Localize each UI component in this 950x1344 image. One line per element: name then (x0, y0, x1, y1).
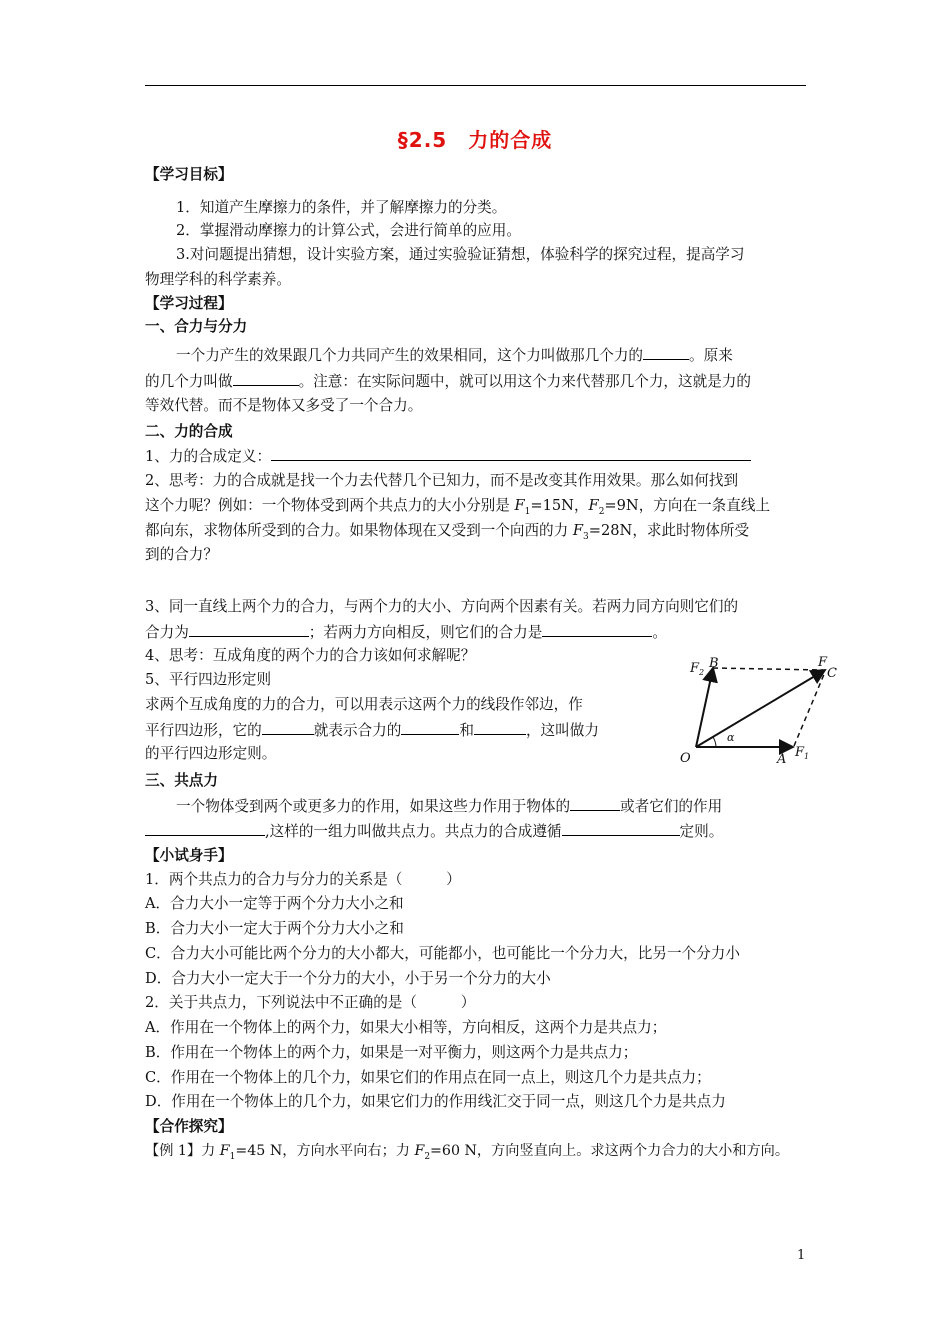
para-3b: ,这样的一组力叫做共点力。共点力的合成遵循 定则。 (145, 821, 723, 842)
label-alpha: α (727, 731, 735, 744)
try-1: 1．两个共点力的合力与分力的关系是（ ） (145, 871, 461, 888)
blank-component[interactable] (233, 371, 299, 386)
section-3-heading: 三、共点力 (145, 772, 218, 789)
question-3b: 合力为 ；若两力方向相反，则它们的合力是 。 (145, 624, 667, 641)
try-2-option-b: B．作用在一个物体上的两个力，如果是一对平衡力，则这两个力是共点力； (145, 1044, 638, 1061)
try-2-option-d: D．作用在一个物体上的几个力，如果它们力的作用线汇交于同一点，则这几个力是共点力 (145, 1093, 726, 1110)
para-1a: 一个力产生的效果跟几个力共同产生的效果相同，这个力叫做那几个力的 。原来 (176, 347, 733, 364)
parallelogram-diagram (676, 650, 846, 770)
blank-rule[interactable] (562, 821, 680, 836)
page-number: 1 (797, 1248, 806, 1263)
label-f1: $F_1$ (795, 745, 810, 761)
label-c: C (827, 666, 837, 681)
para-3a: 一个物体受到两个或更多力的作用，如果这些力作用于物体的 或者它们的作用 (176, 798, 723, 815)
dashed-top-side (713, 668, 823, 670)
section-2-heading: 二、力的合成 (145, 423, 233, 440)
header-rule (145, 85, 806, 86)
label-f: F (818, 655, 828, 670)
angle-arc (713, 737, 716, 747)
blank-direction[interactable] (474, 720, 526, 735)
blank-same-point[interactable] (570, 796, 620, 811)
question-5: 5、平行四边形定则 (145, 671, 272, 688)
try-2: 2．关于共点力，下列说法中不正确的是（ ） (145, 994, 476, 1011)
blank-diagonal[interactable] (262, 720, 314, 735)
goal-2: 2．掌握滑动摩擦力的计算公式，会进行简单的应用。 (176, 222, 521, 239)
blank-lines-meet[interactable] (145, 821, 265, 836)
try-1-option-d: D．合力大小一定大于一个分力的大小，小于另一个分力的大小 (145, 970, 551, 987)
try-1-option-b: B．合力大小一定大于两个分力大小之和 (145, 920, 404, 937)
goal-3a: 3.对问题提出猜想，设计实验方案，通过实验验证猜想，体验科学的探究过程，提高学习 (176, 246, 745, 263)
heading-try: 【小试身手】 (145, 847, 233, 864)
para-1c: 等效代替。而不是物体又多受了一个合力。 (145, 397, 423, 414)
question-5a: 求两个互成角度的力的合力，可以用表示这两个力的线段作邻边，作 (145, 696, 583, 713)
section-1-heading: 一、合力与分力 (145, 318, 248, 335)
blank-definition[interactable] (271, 446, 751, 461)
question-1: 1、力的合成定义： (145, 446, 751, 467)
label-o: O (680, 751, 691, 766)
question-4: 4、思考：互成角度的两个力的合力该如何求解呢？ (145, 647, 476, 664)
try-2-option-a: A．作用在一个物体上的两个力，如果大小相等，方向相反，这两个力是共点力； (145, 1019, 667, 1036)
heading-process: 【学习过程】 (145, 295, 233, 312)
question-2d: 到的合力？ (145, 546, 218, 563)
blank-magnitude[interactable] (401, 720, 459, 735)
question-3a: 3、同一直线上两个力的合力，与两个力的大小、方向两个因素有关。若两力同方向则它们的 (145, 598, 739, 615)
question-5b: 平行四边形，它的 就表示合力的 和 ，这叫做力 (145, 722, 599, 739)
question-2b: 这个力呢？例如：一个物体受到两个共点力的大小分别是 $F_1=15N$，$F_2=9N$，方向在一条直线上 (145, 497, 771, 517)
example-1: 【例 1】力 $F_1=45$ N，方向水平向右；力 $F_2=60$ N，方向竖直向上。求这两个力合力的大小和方向。 (145, 1143, 790, 1162)
try-1-option-c: C．合力大小可能比两个分力的大小都大，可能都小，也可能比一个分力大，比另一个分力小 (145, 945, 740, 962)
question-2a: 2、思考：力的合成就是找一个力去代替几个已知力，而不是改变其作用效果。那么如何找到 (145, 472, 739, 489)
dashed-right-side (794, 672, 825, 746)
goal-3b: 物理学科的科学素养。 (145, 271, 291, 288)
vector-resultant (696, 670, 825, 747)
page-title: §2.5 力的合成 (397, 128, 553, 152)
heading-goals: 【学习目标】 (145, 166, 233, 183)
label-f2: $F_2$ (690, 661, 705, 677)
blank-opposite-direction[interactable] (542, 622, 652, 637)
blank-same-direction[interactable] (189, 622, 309, 637)
question-5c: 的平行四边形定则。 (145, 745, 277, 762)
heading-cooperate: 【合作探究】 (145, 1118, 233, 1135)
try-2-option-c: C．作用在一个物体上的几个力，如果它们的作用点在同一点上，则这几个力是共点力； (145, 1069, 711, 1086)
goal-1: 1．知道产生摩擦力的条件，并了解摩擦力的分类。 (176, 199, 507, 216)
try-1-option-a: A．合力大小一定等于两个分力大小之和 (145, 895, 404, 912)
question-2c: 都向东，求物体所受到的合力。如果物体现在又受到一个向西的力 $F_3=28N$，求此时物体所受 (145, 522, 750, 542)
vector-f2 (696, 668, 713, 747)
para-1b: 的几个力叫做 。注意：在实际问题中，就可以用这个力来代替那几个力，这就是力的 (145, 373, 751, 390)
label-a: A (777, 752, 787, 767)
blank-resultant[interactable] (643, 345, 689, 360)
label-b: B (709, 656, 719, 671)
